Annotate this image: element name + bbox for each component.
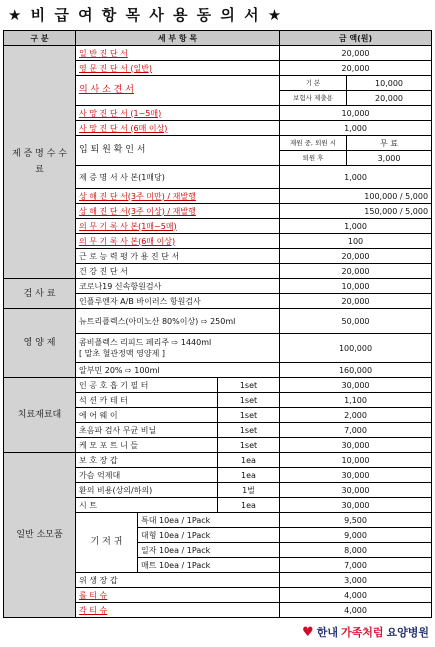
sub-amount: 10,000	[347, 76, 432, 91]
row-item: 케 모 포 트 니 들	[76, 438, 218, 453]
row-item: 롤 티 슈	[76, 588, 280, 603]
row-item: 의 사 소 견 서	[76, 76, 280, 106]
row-amount: 4,000	[280, 603, 432, 618]
row-item	[76, 334, 280, 363]
section-certificates: 제 증 명 수 수 료	[4, 46, 76, 279]
row-amount: 20,000	[280, 46, 432, 61]
row-unit: 1ea	[218, 498, 280, 513]
row-item: 보 호 장 갑	[76, 453, 218, 468]
section-materials: 치료재료대	[4, 378, 76, 453]
row-item: 의 무 기 록 사 본(6매 이상)	[76, 234, 280, 249]
row-amount: 8,000	[280, 543, 432, 558]
row-amount: 150,000 / 5,000	[280, 204, 432, 219]
row-item: 에 어 웨 이	[76, 408, 218, 423]
row-amount: 100	[280, 234, 432, 249]
header-category: 구 분	[4, 31, 76, 46]
row-item: 사 망 진 단 서 (6매 이상)	[76, 121, 280, 136]
row-amount: 7,000	[280, 423, 432, 438]
row-item: 뉴트리플렉스(아미노산 80%이상) ⇨ 250ml	[76, 309, 280, 334]
row-amount: 30,000	[280, 468, 432, 483]
logo-text-a: 한내	[316, 626, 338, 639]
sub-label: 퇴원 후	[280, 151, 347, 166]
sub-amount: 무 료	[347, 136, 432, 151]
sub-label: 재원 중, 퇴원 시	[280, 136, 347, 151]
row-amount: 10,000	[280, 453, 432, 468]
table-row	[4, 46, 432, 61]
row-unit: 1set	[218, 423, 280, 438]
row-unit: 1set	[218, 393, 280, 408]
row-amount: 9,000	[280, 528, 432, 543]
row-amount: 30,000	[280, 438, 432, 453]
row-item: 일 반 진 단 서	[76, 46, 280, 61]
row-item: 상 해 진 단 서(3주 이상) / 재발행	[76, 204, 280, 219]
fee-table	[3, 30, 432, 618]
row-item: 각 티 슈	[76, 603, 280, 618]
row-item: 제 증 명 서 사 본(1매당)	[76, 166, 280, 189]
row-item: 대형 10ea / 1Pack	[138, 528, 280, 543]
table-row	[4, 279, 432, 294]
sub-label: 보험사 제출용	[280, 91, 347, 106]
row-amount: 20,000	[280, 61, 432, 76]
row-unit: 1벌	[218, 483, 280, 498]
row-amount: 20,000	[280, 249, 432, 264]
hospital-logo	[302, 624, 429, 640]
row-item: 위 생 장 갑	[76, 573, 280, 588]
row-amount: 1,100	[280, 393, 432, 408]
header-amount: 금 액(원)	[280, 31, 432, 46]
row-unit: 1ea	[218, 468, 280, 483]
row-item: 의 무 기 록 사 본(1매~5매)	[76, 219, 280, 234]
section-tests: 검 사 료	[4, 279, 76, 309]
row-item: 사 망 진 단 서 (1~5매)	[76, 106, 280, 121]
row-amount: 9,500	[280, 513, 432, 528]
row-item: 입 퇴 원 확 인 서	[76, 136, 280, 166]
row-item: 석 션 카 테 터	[76, 393, 218, 408]
row-item: 영 문 진 단 서 (일반)	[76, 61, 280, 76]
sub-amount: 20,000	[347, 91, 432, 106]
section-supplies: 일반 소모품	[4, 453, 76, 618]
row-amount: 1,000	[280, 166, 432, 189]
row-amount: 50,000	[280, 309, 432, 334]
row-item: 인플루엔자 A/B 바이러스 항원검사	[76, 294, 280, 309]
row-item: 상 해 진 단 서(3주 미만) / 재발행	[76, 189, 280, 204]
row-amount: 4,000	[280, 588, 432, 603]
row-item: 근 로 능 력 평 가 용 진 단 서	[76, 249, 280, 264]
row-amount: 20,000	[280, 264, 432, 279]
row-amount: 1,000	[280, 219, 432, 234]
row-amount: 7,000	[280, 558, 432, 573]
header-item: 세 부 항 목	[76, 31, 280, 46]
row-item: 일자 10ea / 1Pack	[138, 543, 280, 558]
row-item: 코로나19 신속항원검사	[76, 279, 280, 294]
heart-icon: ♥	[302, 624, 314, 640]
row-item-name: 콤비플렉스 리피드 페리주 ⇨ 1440ml	[79, 338, 212, 347]
row-amount: 30,000	[280, 378, 432, 393]
diaper-label: 기 저 귀	[76, 513, 138, 573]
page-title: ★ 비 급 여 항 목 사 용 동 의 서 ★	[8, 6, 284, 24]
table-row	[4, 378, 432, 393]
row-item: 시 트	[76, 498, 218, 513]
row-amount: 10,000	[280, 279, 432, 294]
table-header-row	[4, 31, 432, 46]
table-row	[4, 453, 432, 468]
sub-amount: 3,000	[347, 151, 432, 166]
row-amount: 30,000	[280, 498, 432, 513]
row-item: 특대 10ea / 1Pack	[138, 513, 280, 528]
row-unit: 1set	[218, 408, 280, 423]
row-amount: 3,000	[280, 573, 432, 588]
sub-label: 기 본	[280, 76, 347, 91]
row-amount: 100,000 / 5,000	[280, 189, 432, 204]
row-amount: 2,000	[280, 408, 432, 423]
row-amount: 30,000	[280, 483, 432, 498]
row-amount: 20,000	[280, 294, 432, 309]
row-amount: 100,000	[280, 334, 432, 363]
logo-text-b: 가족처럼	[340, 626, 384, 639]
table-row	[4, 309, 432, 334]
row-unit: 1set	[218, 378, 280, 393]
row-unit: 1set	[218, 438, 280, 453]
row-item: 매트 10ea / 1Pack	[138, 558, 280, 573]
row-item: 알부민 20% ⇨ 100ml	[76, 363, 280, 378]
row-item: 환의 비용(상의/하의)	[76, 483, 218, 498]
row-item: 가슴 억제대	[76, 468, 218, 483]
section-nutrition: 영 양 제	[4, 309, 76, 378]
logo-text-c: 요양병원	[386, 626, 429, 639]
row-item: 초음파 검사 무균 비닐	[76, 423, 218, 438]
row-amount: 10,000	[280, 106, 432, 121]
row-amount: 160,000	[280, 363, 432, 378]
row-unit: 1ea	[218, 453, 280, 468]
row-item-note: [ 말초 혈관정맥 영양제 ]	[79, 349, 165, 358]
row-item: 인 공 호 흡 기 필 터	[76, 378, 218, 393]
row-item: 건 강 진 단 서	[76, 264, 280, 279]
row-amount: 1,000	[280, 121, 432, 136]
